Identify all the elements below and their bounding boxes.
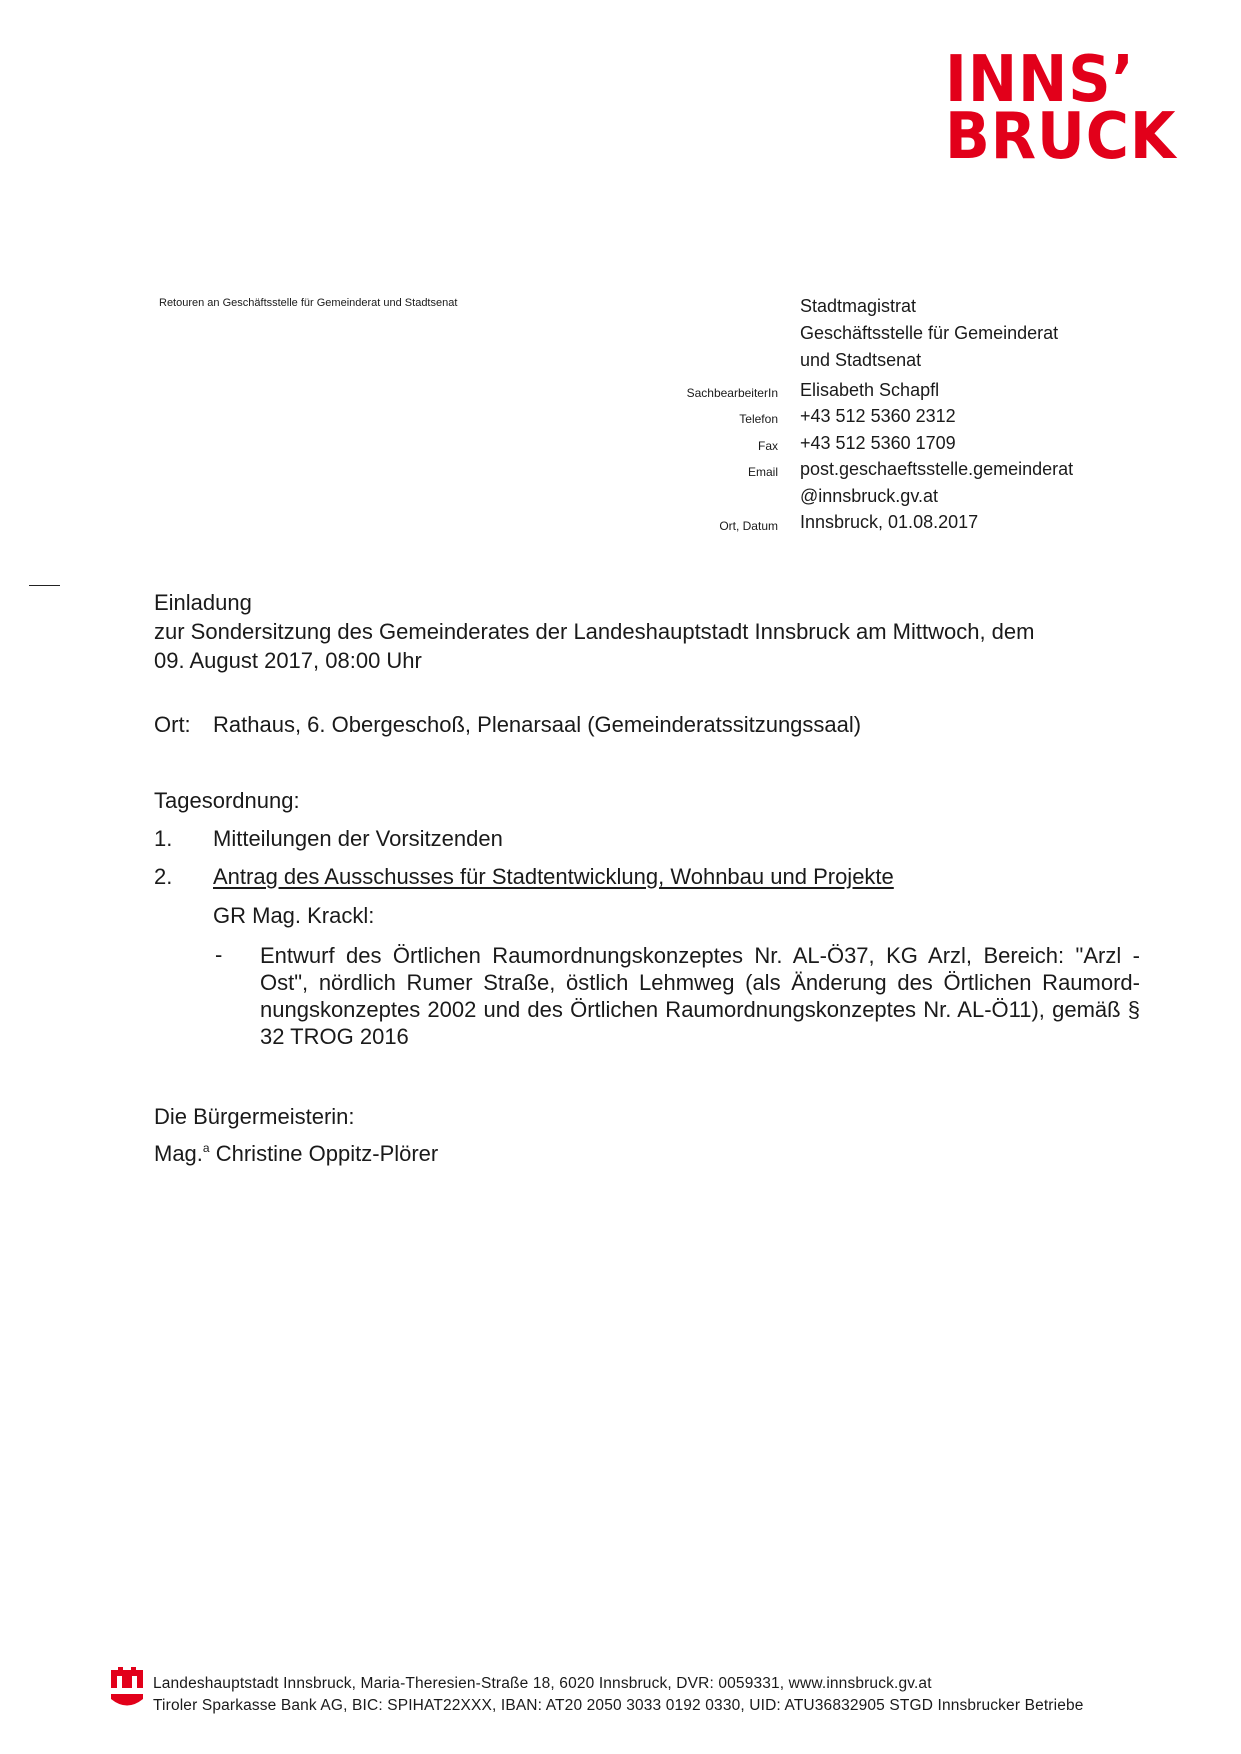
email-line-1: post.geschaeftsstelle.gemeinderat [800,459,1074,479]
clerk-name: Elisabeth Schapfl [800,380,940,400]
return-address: Retouren an Geschäftsstelle für Gemeinderat und Stadtsenat [159,297,458,309]
agenda-item-2-text: Antrag des Ausschusses für Stadtentwicklung, Wohnbau und Projekte [213,864,894,889]
signature-superscript: a [202,1141,210,1155]
fold-mark [29,585,60,586]
phone-number: +43 512 5360 2312 [800,406,956,426]
location-value: Rathaus, 6. Obergeschoß, Plenarsaal (Gemeinderatssitzungssaal) [213,712,862,737]
agenda-item-2-number: 2. [154,864,173,889]
sender-line-3: und Stadtsenat [800,350,922,370]
logo-line-1: INNS’ [945,43,1135,117]
signature-role: Die Bürgermeisterin: [154,1104,355,1129]
fax-number: +43 512 5360 1709 [800,433,956,453]
invitation-line-2: 09. August 2017, 08:00 Uhr [154,648,422,673]
email-line-2: @innsbruck.gv.at [800,486,938,506]
phone-label: Telefon [739,412,778,426]
email-label: Email [747,465,778,479]
city-crest-icon [110,1666,144,1712]
place-date: Innsbruck, 01.08.2017 [800,512,979,532]
agenda-presenter: GR Mag. Krackl: [213,903,375,928]
logo-line-2: BRUCK [945,100,1177,174]
footer-line-1: Landeshauptstadt Innsbruck, Maria-Theresien-Straße 18, 6020 Innsbruck, DVR: 0059331, www.innsbruck.gv.at [153,1675,932,1692]
agenda-sub-dash: - [215,942,223,967]
sender-line-2: Geschäftsstelle für Gemeinderat [800,323,1059,343]
location-label: Ort: [154,712,191,737]
invitation-line-1: zur Sondersitzung des Gemeinderates der Landeshauptstadt Innsbruck am Mittwoch, dem [154,619,1035,644]
agenda-item-1-text: Mitteilungen der Vorsitzenden [213,826,503,851]
signature-name-line [154,1141,438,1167]
agenda-item-1-number: 1. [154,826,173,851]
place-date-label: Ort, Datum [719,519,778,533]
sender-line-1: Stadtmagistrat [800,296,917,316]
agenda-sub-item-text: Entwurf des Örtlichen Raumordnungskonzeptes Nr. AL-Ö37, KG Arzl, Bereich: "Arzl - Ost", nördlich Rumer Straße, östlich Lehmweg (als Änderung des Örtlichen Raumordnungskonzeptes 2002 und des Örtlichen Raumordnungskonzeptes Nr. AL-Ö11), gemäß § 32 TROG 2016 [260,943,1140,1049]
fax-label: Fax [757,439,778,453]
footer-line-2: Tiroler Sparkasse Bank AG, BIC: SPIHAT22XXX, IBAN: AT20 2050 3033 0192 0330, UID: ATU36832905 STGD Innsbrucker Betriebe [153,1697,1084,1714]
innsbruck-logo [945,43,1185,174]
agenda-heading: Tagesordnung: [154,788,300,813]
invitation-title: Einladung [154,590,252,615]
sender-block [800,293,1058,374]
clerk-label: SachbearbeiterIn [686,386,778,400]
signature-name: Christine Oppitz-Plörer [215,1141,439,1166]
signature-prefix: Mag. [154,1141,203,1166]
